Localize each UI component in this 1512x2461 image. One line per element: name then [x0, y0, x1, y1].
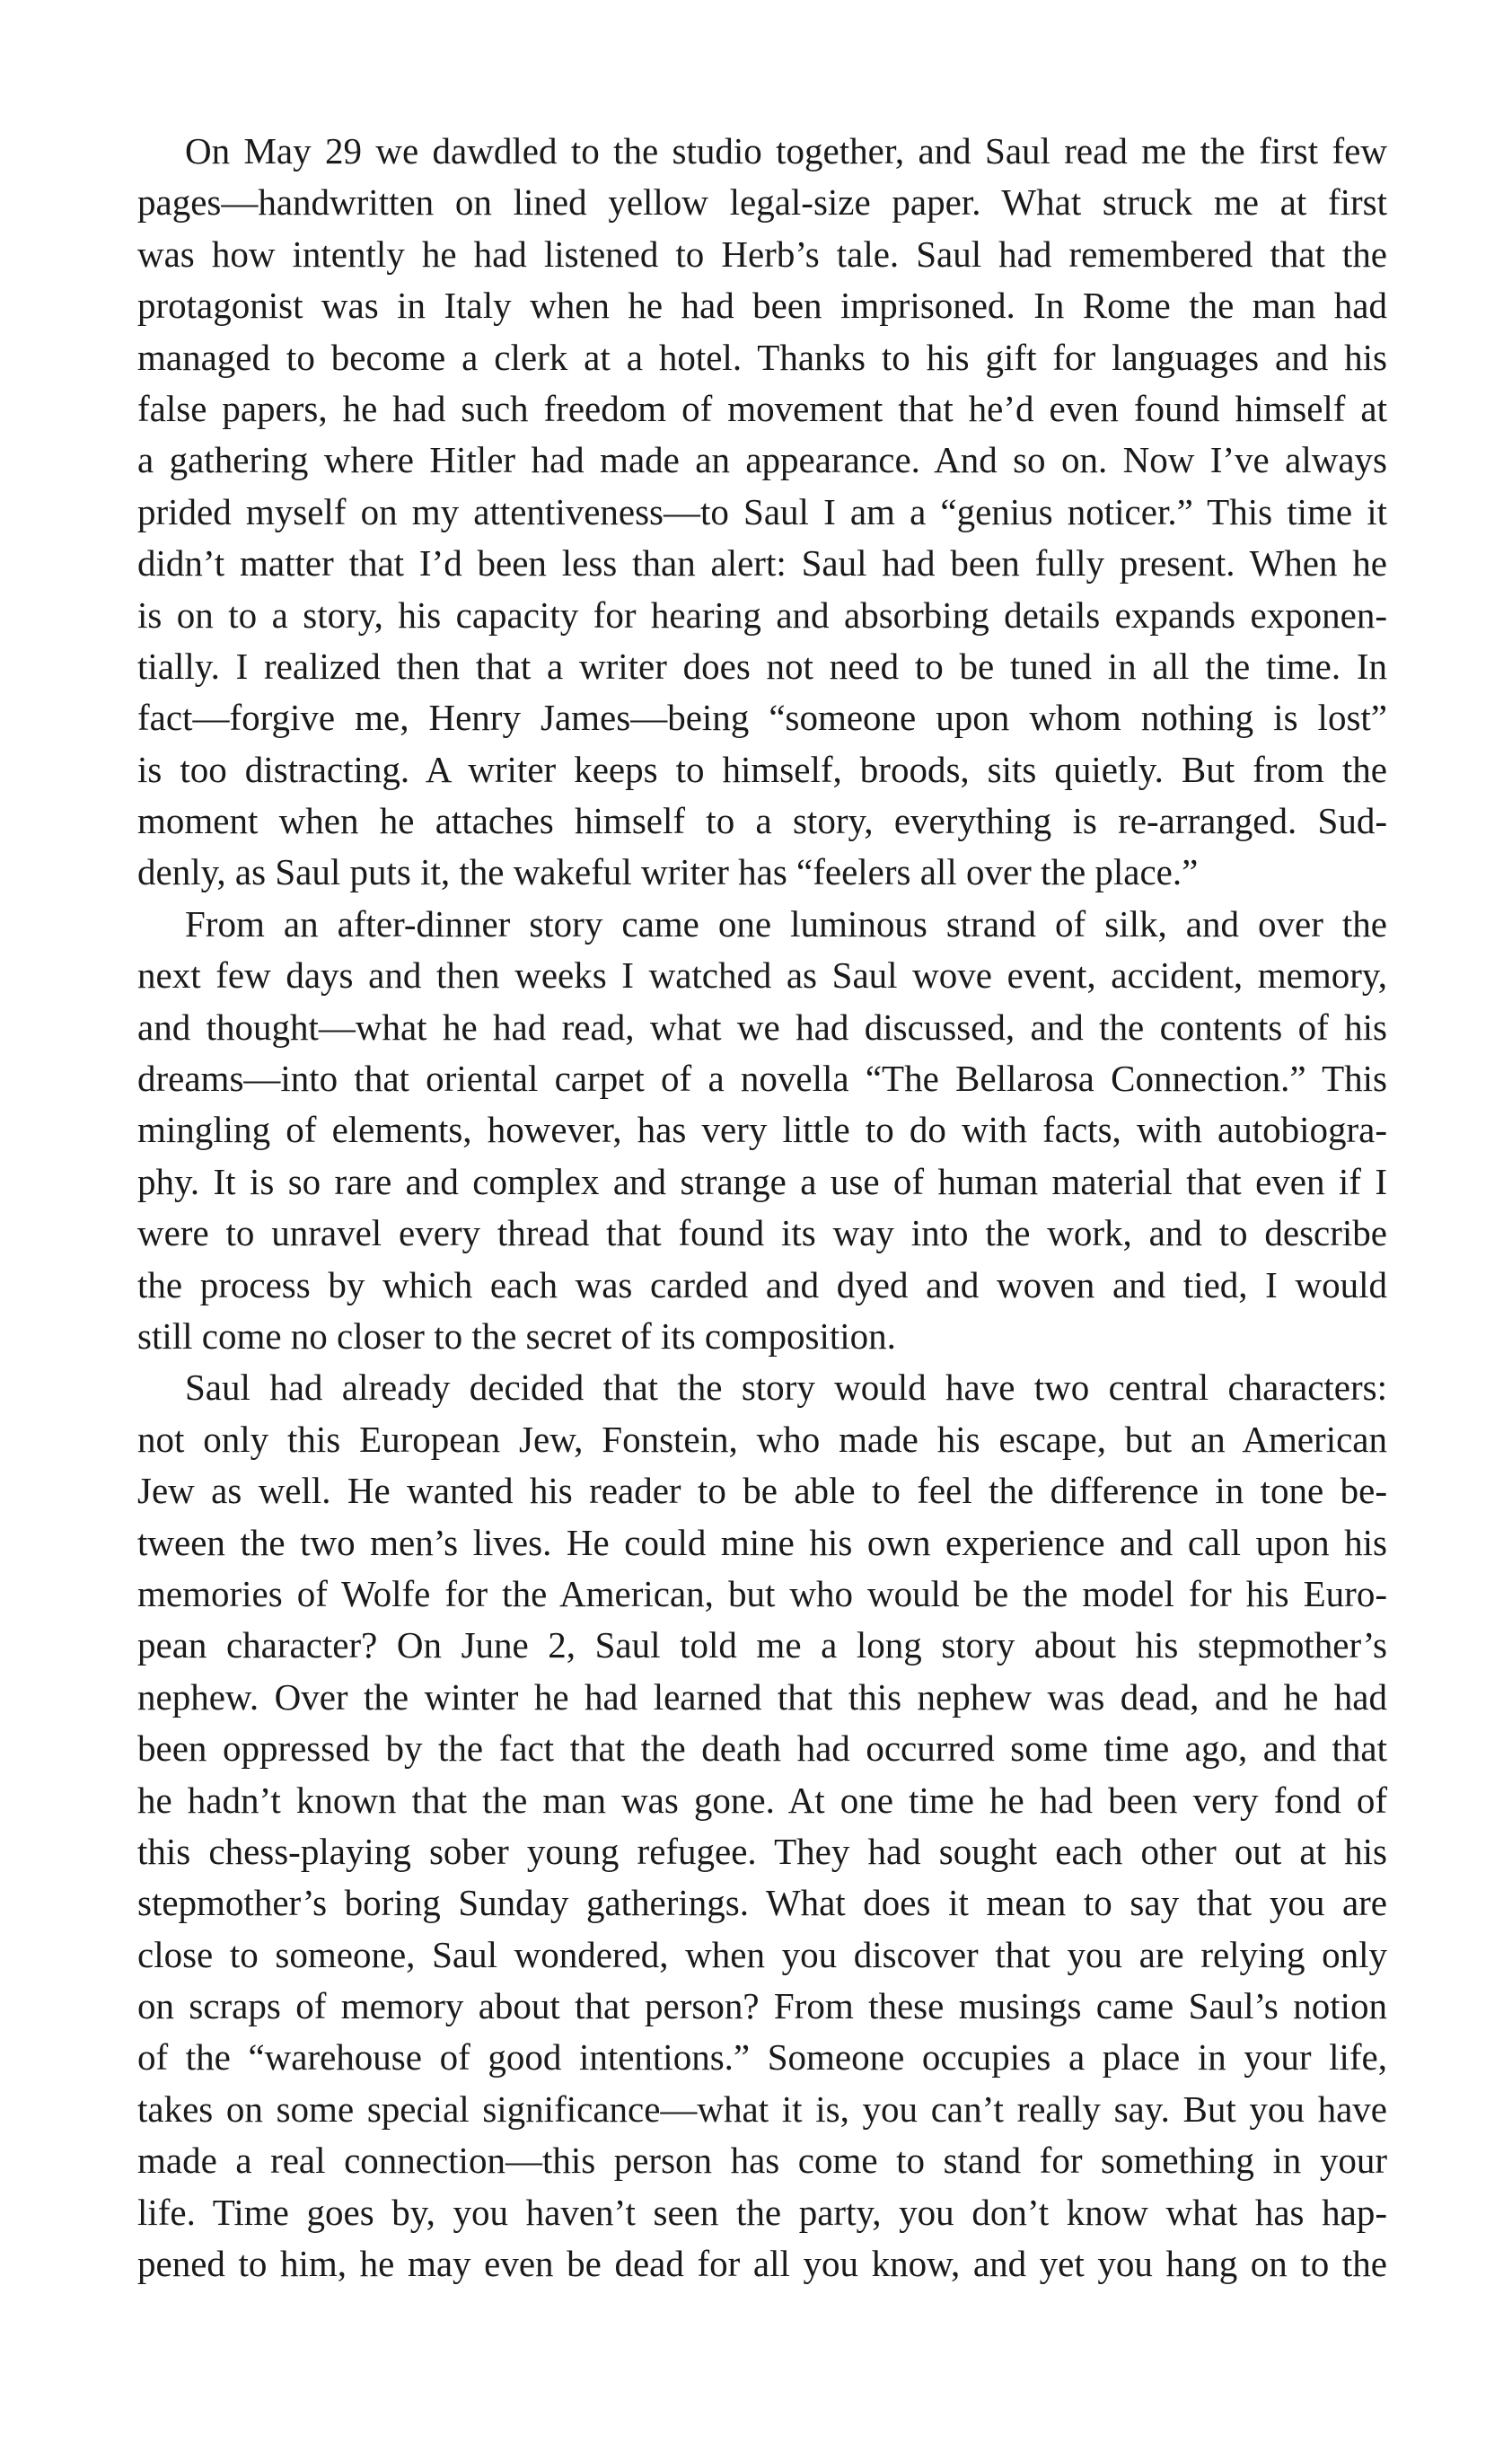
text-line: next few days and then weeks I watched as Saul wove event, accident, memory,: [137, 954, 1387, 997]
text-line: memories of Wolfe for the American, but who would be the model for his Euro-: [137, 1572, 1387, 1614]
text-line: and thought—what he had read, what we had discussed, and the contents of his: [137, 1006, 1387, 1048]
text-line: denly, as Saul puts it, the wakeful writer has “feelers all over the place.”: [137, 851, 1199, 893]
text-line: tween the two men’s lives. He could mine his own experience and call upon his: [137, 1521, 1387, 1563]
paragraph-1: [137, 126, 1387, 899]
text-line: the process by which each was carded and dyed and woven and tied, I would: [137, 1263, 1387, 1305]
text-line: stepmother’s boring Sunday gatherings. What does it mean to say that you are: [137, 1882, 1387, 1924]
text-line: he hadn’t known that the man was gone. At one time he had been very fond of: [137, 1779, 1387, 1821]
text-line: life. Time goes by, you haven’t seen the party, you don’t know what has hap-: [137, 2191, 1387, 2233]
text-line: nephew. Over the winter he had learned that this nephew was dead, and he had: [137, 1675, 1387, 1718]
text-line: close to someone, Saul wondered, when you discover that you are relying only: [137, 1933, 1387, 1975]
text-line: pened to him, he may even be dead for all you know, and yet you hang on to the: [137, 2243, 1387, 2285]
text-line: prided myself on my attentiveness—to Saul I am a “genius noticer.” This time it: [137, 490, 1387, 532]
text-line: false papers, he had such freedom of movement that he’d even found himself at: [137, 387, 1387, 429]
text-line: still come no closer to the secret of its composition.: [137, 1314, 896, 1357]
text-line: didn’t matter that I’d been less than alert: Saul had been fully present. When he: [137, 542, 1387, 584]
body-text: [137, 126, 1387, 2290]
text-line: dreams—into that oriental carpet of a novella “The Bellarosa Connection.” This: [137, 1058, 1387, 1100]
text-line: pages—handwritten on lined yellow legal-size paper. What struck me at first: [137, 181, 1387, 224]
text-line: takes on some special significance—what it is, you can’t really say. But you have: [137, 2087, 1387, 2130]
text-line: made a real connection—this person has come to stand for something in your: [137, 2140, 1387, 2182]
paragraph-3: [137, 1362, 1387, 2290]
text-line: this chess-playing sober young refugee. They had sought each other out at his: [137, 1830, 1387, 1872]
text-line: is on to a story, his capacity for hearing and absorbing details expands exponen-: [137, 593, 1387, 636]
text-line: Saul had already decided that the story would have two central characters:: [185, 1367, 1387, 1409]
paragraph-2: [137, 899, 1387, 1363]
text-line: On May 29 we dawdled to the studio together, and Saul read me the first few: [185, 130, 1387, 171]
text-line: been oppressed by the fact that the death had occurred some time ago, and that: [137, 1727, 1387, 1770]
text-line: moment when he attaches himself to a story, everything is re-arranged. Sud-: [137, 800, 1387, 842]
text-line: phy. It is so rare and complex and strange a use of human material that even if I: [137, 1160, 1387, 1202]
text-line: fact—forgive me, Henry James—being “someone upon whom nothing is lost”: [137, 697, 1387, 739]
text-line: were to unravel every thread that found its way into the work, and to describe: [137, 1212, 1387, 1254]
text-line: not only this European Jew, Fonstein, who made his escape, but an American: [137, 1418, 1387, 1460]
text-line: is too distracting. A writer keeps to himself, broods, sits quietly. But from the: [137, 748, 1387, 790]
text-line: was how intently he had listened to Herb’s tale. Saul had remembered that the: [137, 233, 1387, 275]
text-line: From an after-dinner story came one luminous strand of silk, and over the: [185, 902, 1387, 945]
text-line: of the “warehouse of good intentions.” Someone occupies a place in your life,: [137, 2036, 1387, 2079]
text-line: managed to become a clerk at a hotel. Thanks to his gift for languages and his: [137, 336, 1387, 378]
text-line: pean character? On June 2, Saul told me a long story about his stepmother’s: [137, 1624, 1387, 1666]
text-line: protagonist was in Italy when he had been imprisoned. In Rome the man had: [137, 285, 1387, 327]
text-line: on scraps of memory about that person? From these musings came Saul’s notion: [137, 1985, 1387, 2027]
text-line: Jew as well. He wanted his reader to be able to feel the difference in tone be-: [137, 1470, 1387, 1512]
text-line: a gathering where Hitler had made an appearance. And so on. Now I’ve always: [137, 439, 1387, 481]
text-line: mingling of elements, however, has very little to do with facts, with autobiogra-: [137, 1109, 1387, 1151]
text-line: tially. I realized then that a writer does not need to be tuned in all the time. In: [137, 645, 1387, 687]
